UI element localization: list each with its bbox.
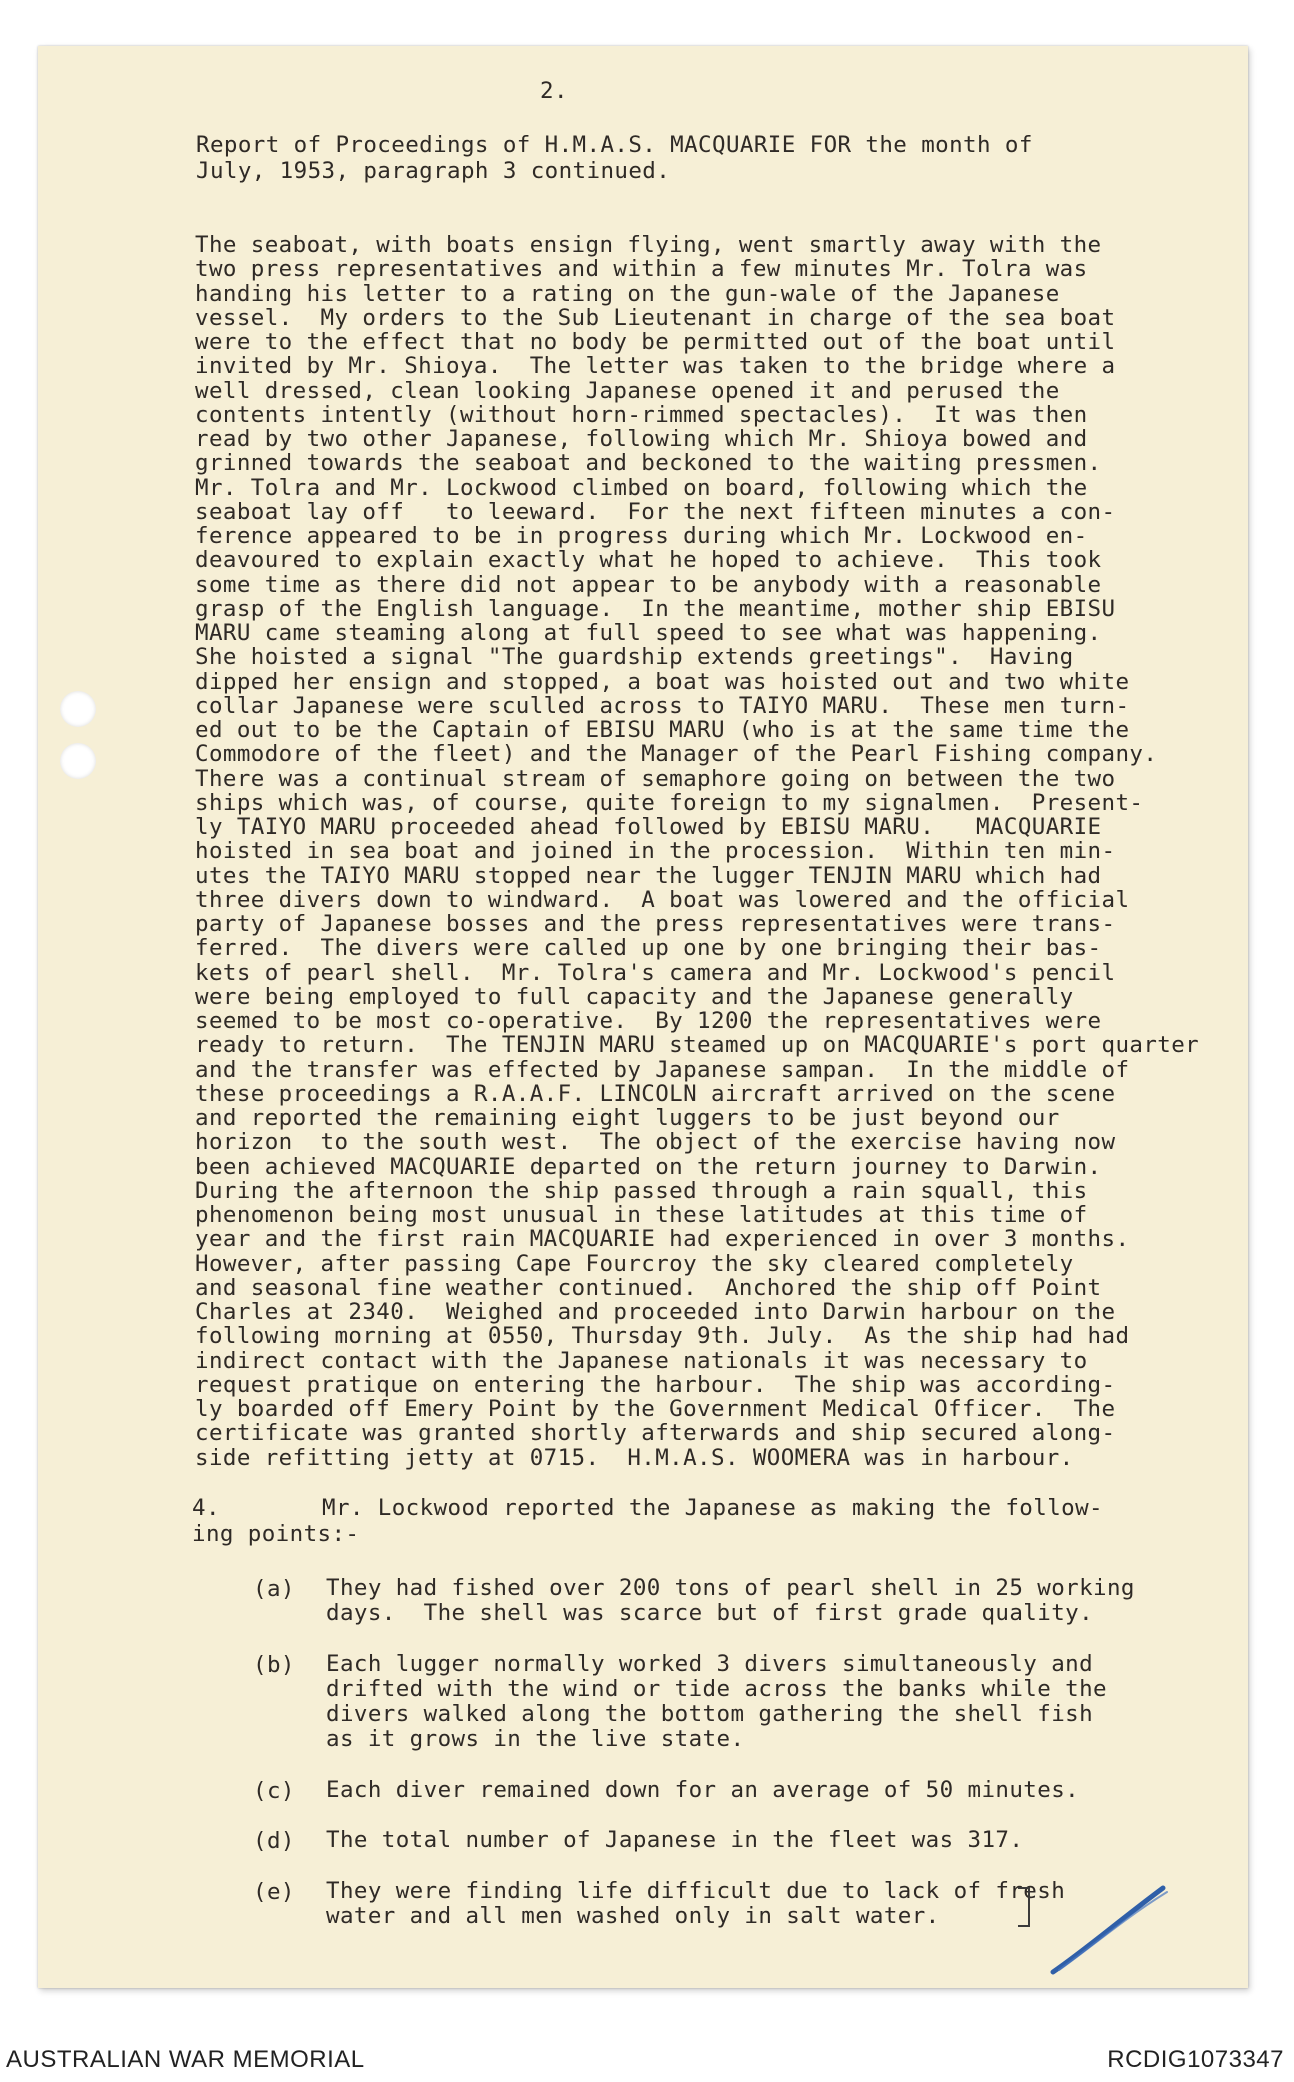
- body-line: collar Japanese were sculled across to TAIYO MARU. These men turn-: [195, 692, 1130, 719]
- record-id: RCDIG1073347: [1107, 2046, 1284, 2073]
- point-text: [326, 1778, 1206, 1803]
- point-letter: (b): [253, 1652, 295, 1678]
- point-letter: (e): [253, 1879, 295, 1905]
- paragraph-4-line: ing points:-: [192, 1521, 360, 1547]
- body-line: side refitting jetty at 0715. H.M.A.S. WOOMERA was in harbour.: [195, 1444, 1074, 1471]
- body-line: these proceedings a R.A.A.F. LINCOLN aircraft arrived on the scene: [195, 1080, 1116, 1107]
- body-line: MARU came steaming along at full speed to see what was happening.: [195, 620, 1102, 646]
- body-line: ferred. The divers were called up one by one bringing their bas-: [195, 935, 1102, 962]
- body-line: There was a continual stream of semaphore going on between the two: [195, 765, 1116, 792]
- body-line: ference appeared to be in progress during which Mr. Lockwood en-: [195, 523, 1088, 549]
- body-line: utes the TAIYO MARU stopped near the lugger TENJIN MARU which had: [195, 862, 1102, 889]
- body-line: deavoured to explain exactly what he hoped to achieve. This took: [195, 547, 1102, 574]
- point-text: [326, 1652, 1206, 1752]
- punch-hole: [60, 743, 96, 779]
- body-line: ly boarded off Emery Point by the Government Medical Officer. The: [195, 1396, 1116, 1422]
- body-line: and seasonal fine weather continued. Anchored the ship off Point: [195, 1274, 1102, 1301]
- body-line: contents intently (without horn-rimmed spectacles). It was then: [195, 401, 1088, 428]
- body-line: seemed to be most co-operative. By 1200 the representatives were: [195, 1008, 1102, 1034]
- body-line: During the afternoon the ship passed through a rain squall, this: [195, 1177, 1088, 1204]
- body-line: invited by Mr. Shioya. The letter was taken to the bridge where a: [195, 353, 1116, 380]
- body-line: seaboat lay off to leeward. For the next fifteen minutes a con-: [195, 498, 1116, 525]
- body-line: grinned towards the seaboat and beckoned to the waiting pressmen.: [195, 450, 1102, 477]
- body-line: Mr. Tolra and Mr. Lockwood climbed on board, following which the: [195, 474, 1088, 501]
- page-number: 2.: [540, 78, 568, 104]
- body-line: vessel. My orders to the Sub Lieutenant in charge of the sea boat: [195, 304, 1116, 331]
- body-line: and the transfer was effected by Japanese sampan. In the middle of: [195, 1056, 1130, 1083]
- archive-credit: AUSTRALIAN WAR MEMORIAL: [6, 2046, 365, 2073]
- body-line: grasp of the English language. In the meantime, mother ship EBISU: [195, 595, 1116, 622]
- point-line: Each lugger normally worked 3 divers simultaneously and: [326, 1651, 1094, 1677]
- body-line: two press representatives and within a few minutes Mr. Tolra was: [195, 256, 1088, 283]
- body-line: Charles at 2340. Weighed and proceeded into Darwin harbour on the: [195, 1299, 1116, 1325]
- point-text: [326, 1576, 1206, 1626]
- body-line: ships which was, of course, quite foreign to my signalmen. Present-: [195, 789, 1144, 816]
- heading-line: July, 1953, paragraph 3 continued.: [196, 158, 671, 184]
- body-line: phenomenon being most unusual in these latitudes at this time of: [195, 1202, 1088, 1228]
- point-line: drifted with the wind or tide across the banks while the: [326, 1676, 1107, 1702]
- point-line: The total number of Japanese in the fleet was 317.: [326, 1827, 1024, 1853]
- body-line: three divers down to windward. A boat was lowered and the official: [195, 886, 1130, 913]
- point-line: water and all men washed only in salt water.: [326, 1903, 940, 1929]
- body-line: were being employed to full capacity and the Japanese generally: [195, 983, 1074, 1010]
- paragraph-4-line: [192, 1495, 1202, 1521]
- report-heading: [196, 132, 1196, 184]
- body-line: year and the first rain MACQUARIE had experienced in over 3 months.: [195, 1226, 1130, 1253]
- point-line: days. The shell was scarce but of first grade quality.: [326, 1600, 1094, 1626]
- body-line: read by two other Japanese, following which Mr. Shioya bowed and: [195, 426, 1088, 452]
- body-line: horizon to the south west. The object of the exercise having now: [195, 1129, 1116, 1156]
- point-letter: (c): [253, 1778, 295, 1804]
- point-line: divers walked along the bottom gathering the shell fish: [326, 1701, 1094, 1727]
- body-line: certificate was granted shortly afterwards and ship secured along-: [195, 1420, 1116, 1447]
- blue-pen-mark: [1045, 1880, 1175, 1980]
- point-line: as it grows in the live state.: [326, 1726, 745, 1752]
- point-line: They had fished over 200 tons of pearl shell in 25 working: [326, 1575, 1135, 1601]
- body-line: However, after passing Cape Fourcroy the sky cleared completely: [195, 1250, 1074, 1277]
- point-line: They were finding life difficult due to lack of fresh: [326, 1878, 1066, 1904]
- body-line: some time as there did not appear to be anybody with a reasonable: [195, 571, 1102, 598]
- point-letter: (a): [253, 1576, 295, 1602]
- body-line: dipped her ensign and stopped, a boat was hoisted out and two white: [195, 668, 1130, 695]
- body-line: kets of pearl shell. Mr. Tolra's camera and Mr. Lockwood's pencil: [195, 959, 1116, 986]
- body-line: request pratique on entering the harbour. The ship was according-: [195, 1371, 1116, 1398]
- punch-hole: [60, 691, 96, 727]
- body-line: ly TAIYO MARU proceeded ahead followed by EBISU MARU. MACQUARIE: [195, 814, 1102, 840]
- body-line: The seaboat, with boats ensign flying, went smartly away with the: [195, 232, 1102, 258]
- body-line: She hoisted a signal "The guardship extends greetings". Having: [195, 644, 1074, 671]
- body-line: well dressed, clean looking Japanese opened it and perused the: [195, 377, 1060, 404]
- paragraph-3-continued: [195, 233, 1255, 1470]
- heading-line: Report of Proceedings of H.M.A.S. MACQUARIE FOR the month of: [196, 132, 1033, 158]
- body-line: were to the effect that no body be permitted out of the boat until: [195, 329, 1116, 355]
- point-line: Each diver remained down for an average of 50 minutes.: [326, 1777, 1080, 1803]
- body-line: Commodore of the fleet) and the Manager of the Pearl Fishing company.: [195, 741, 1158, 768]
- body-line: party of Japanese bosses and the press representatives were trans-: [195, 911, 1116, 937]
- paragraph-4-text: Mr. Lockwood reported the Japanese as making the follow-: [322, 1495, 1103, 1521]
- body-line: following morning at 0550, Thursday 9th. July. As the ship had had: [195, 1323, 1130, 1350]
- pen-bracket-mark: [1018, 1887, 1030, 1927]
- body-line: ready to return. The TENJIN MARU steamed up on MACQUARIE's port quarter: [195, 1032, 1200, 1059]
- body-line: been achieved MACQUARIE departed on the return journey to Darwin.: [195, 1153, 1102, 1180]
- paragraph-number: 4.: [192, 1495, 220, 1521]
- point-letter: (d): [253, 1828, 295, 1854]
- paragraph-4: [192, 1495, 1202, 1547]
- body-line: and reported the remaining eight luggers to be just beyond our: [195, 1105, 1060, 1131]
- body-line: hoisted in sea boat and joined in the procession. Within ten min-: [195, 838, 1116, 865]
- body-line: indirect contact with the Japanese nationals it was necessary to: [195, 1347, 1088, 1374]
- point-text: [326, 1828, 1206, 1853]
- body-line: handing his letter to a rating on the gun-wale of the Japanese: [195, 280, 1060, 307]
- body-line: ed out to be the Captain of EBISU MARU (who is at the same time the: [195, 717, 1130, 743]
